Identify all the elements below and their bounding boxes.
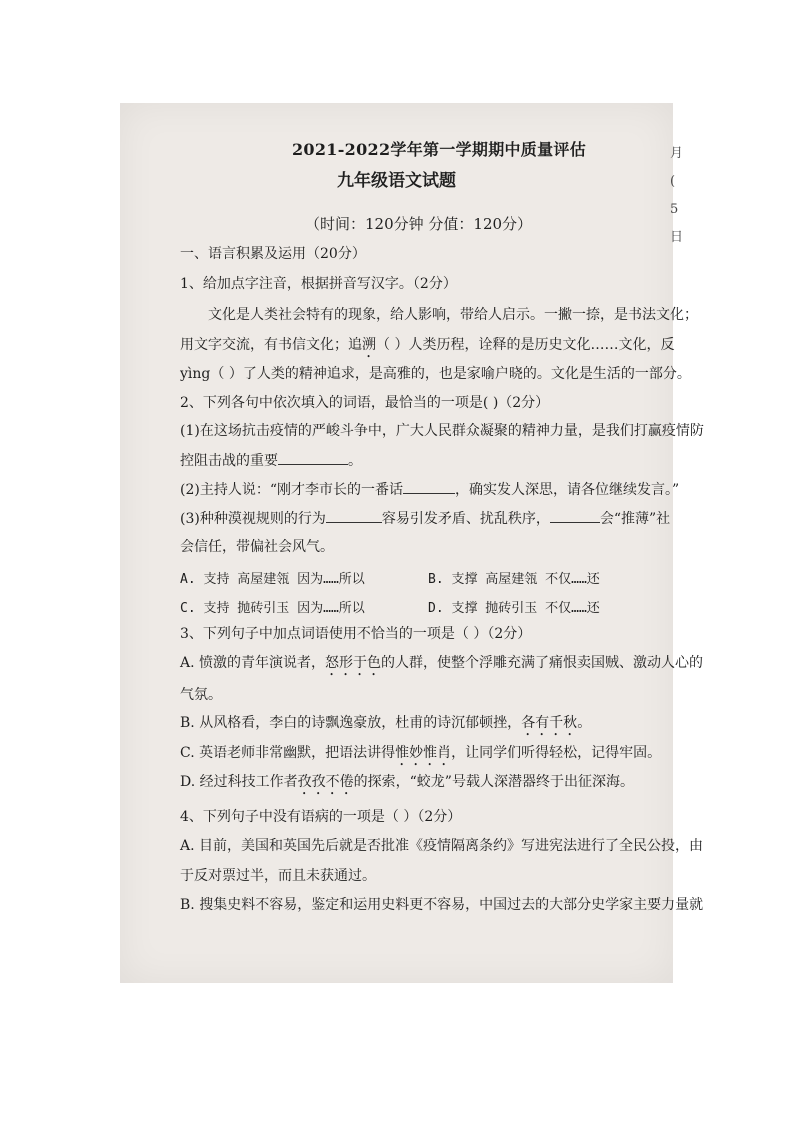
q2-sentence: 会信任，带偏社会风气。 — [180, 539, 334, 555]
q3-option-d — [180, 772, 634, 798]
q1-dotted-char: 溯 — [362, 337, 376, 353]
q2-text: ，确实发人深思，请各位继续发言。” — [455, 482, 680, 498]
edge-char: 日 — [670, 230, 684, 245]
exam-title: 2021-2022学年第一学期期中质量评估 — [292, 140, 587, 159]
q3-option-b — [180, 713, 591, 739]
q3-text: ，让同学们听得轻松，记得牢固。 — [451, 745, 662, 761]
q3-option-a-cont: 气氛。 — [180, 687, 222, 703]
edge-char: 5 — [670, 202, 679, 217]
q2-option-a: A. 支持 高屋建瓴 因为……所以 — [180, 572, 365, 587]
q1-stem: 1、给加点字注音，根据拼音写汉字。（2分） — [180, 276, 457, 292]
edge-char: 月 — [670, 146, 684, 161]
q3-dotted-phrase: 惟妙惟肖 — [395, 745, 452, 761]
exam-subtitle: 九年级语文试题 — [337, 171, 456, 191]
answer-blank — [550, 508, 600, 523]
q1-text: （ ）人类历程，诠释的是历史文化……文化，反 — [376, 337, 675, 353]
q4-option-a: A. 目前，美国和英国先后就是否批准《疫情隔离条约》写进宪法进行了全民公投，由 — [180, 838, 704, 854]
q2-text: 控阻击战的重要 — [180, 453, 278, 469]
q3-dotted-phrase: 各有千秋 — [521, 715, 578, 731]
q1-text: 用文字交流，有书信文化；追 — [180, 337, 362, 353]
q2-sentence — [180, 508, 670, 529]
q1-passage-line: 文化是人类社会特有的现象，给人影响，带给人启示。一撇一捺，是书法文化； — [208, 307, 698, 323]
adjacent-page-edge — [670, 140, 684, 250]
q4-option-b: B. 搜集史料不容易，鉴定和运用史料更不容易，中国过去的大部分史学家主要力量就 — [180, 897, 704, 913]
section-heading: 一、语言积累及运用（20分） — [180, 246, 366, 262]
q2-stem: 2、下列各句中依次填入的词语，最恰当的一项是( )（2分） — [180, 395, 550, 411]
q2-text: 容易引发矛盾、扰乱秩序， — [381, 511, 550, 527]
q2-text: (3)种种漠视规则的行为 — [180, 511, 326, 527]
q3-dotted-phrase: 怒形于色 — [325, 655, 382, 671]
q2-sentence — [180, 479, 679, 500]
q3-text: C. 英语老师非常幽默，把语法讲得 — [180, 745, 396, 761]
exam-time-score: （时间：120分钟 分值：120分） — [305, 215, 533, 233]
q3-option-c — [180, 743, 661, 769]
q3-text: 。 — [577, 715, 592, 731]
q2-text: 会“推薄”社 — [599, 511, 671, 527]
q2-option-c: C. 支持 抛砖引玉 因为……所以 — [180, 601, 365, 616]
q3-text: A. 愤激的青年演说者， — [180, 655, 326, 671]
q3-text: B. 从风格看，李白的诗飘逸豪放，杜甫的诗沉郁顿挫， — [180, 715, 522, 731]
q1-passage-line — [180, 335, 674, 361]
q3-option-a — [180, 653, 703, 679]
edge-char: ( — [670, 174, 676, 189]
q2-sentence — [180, 450, 362, 471]
q1-passage-line: yìng（ ）了人类的精神追求，是高雅的，也是家喻户晓的。文化是生活的一部分。 — [180, 366, 691, 382]
answer-blank — [326, 508, 382, 523]
q4-option-a-cont: 于反对票过半，而且未获通过。 — [180, 868, 376, 884]
q2-sentence: (1)在这场抗击疫情的严峻斗争中，广大人民群众凝聚的精神力量，是我们打赢疫情防 — [180, 423, 704, 439]
q2-text: 。 — [348, 453, 362, 469]
q3-text: 的探索，“蛟龙”号载人深潜器终于出征深海。 — [353, 774, 634, 790]
q4-stem: 4、下列句子中没有语病的一项是（ ）（2分） — [180, 809, 462, 825]
q2-text: (2)主持人说：“刚才李市长的一番话 — [180, 482, 403, 498]
q3-text: D. 经过科技工作者 — [180, 774, 298, 790]
q2-option-d: D. 支撑 抛砖引玉 不仅……还 — [428, 601, 600, 616]
q3-stem: 3、下列句子中加点词语使用不恰当的一项是（ ）（2分） — [180, 626, 532, 642]
q2-option-b: B. 支撑 高屋建瓴 不仅……还 — [428, 572, 600, 587]
answer-blank — [278, 450, 348, 465]
q3-text: 的人群，使整个浮雕充满了痛恨卖国贼、激动人心的 — [381, 655, 704, 671]
answer-blank — [403, 479, 455, 494]
q3-dotted-phrase: 孜孜不倦 — [297, 774, 354, 790]
